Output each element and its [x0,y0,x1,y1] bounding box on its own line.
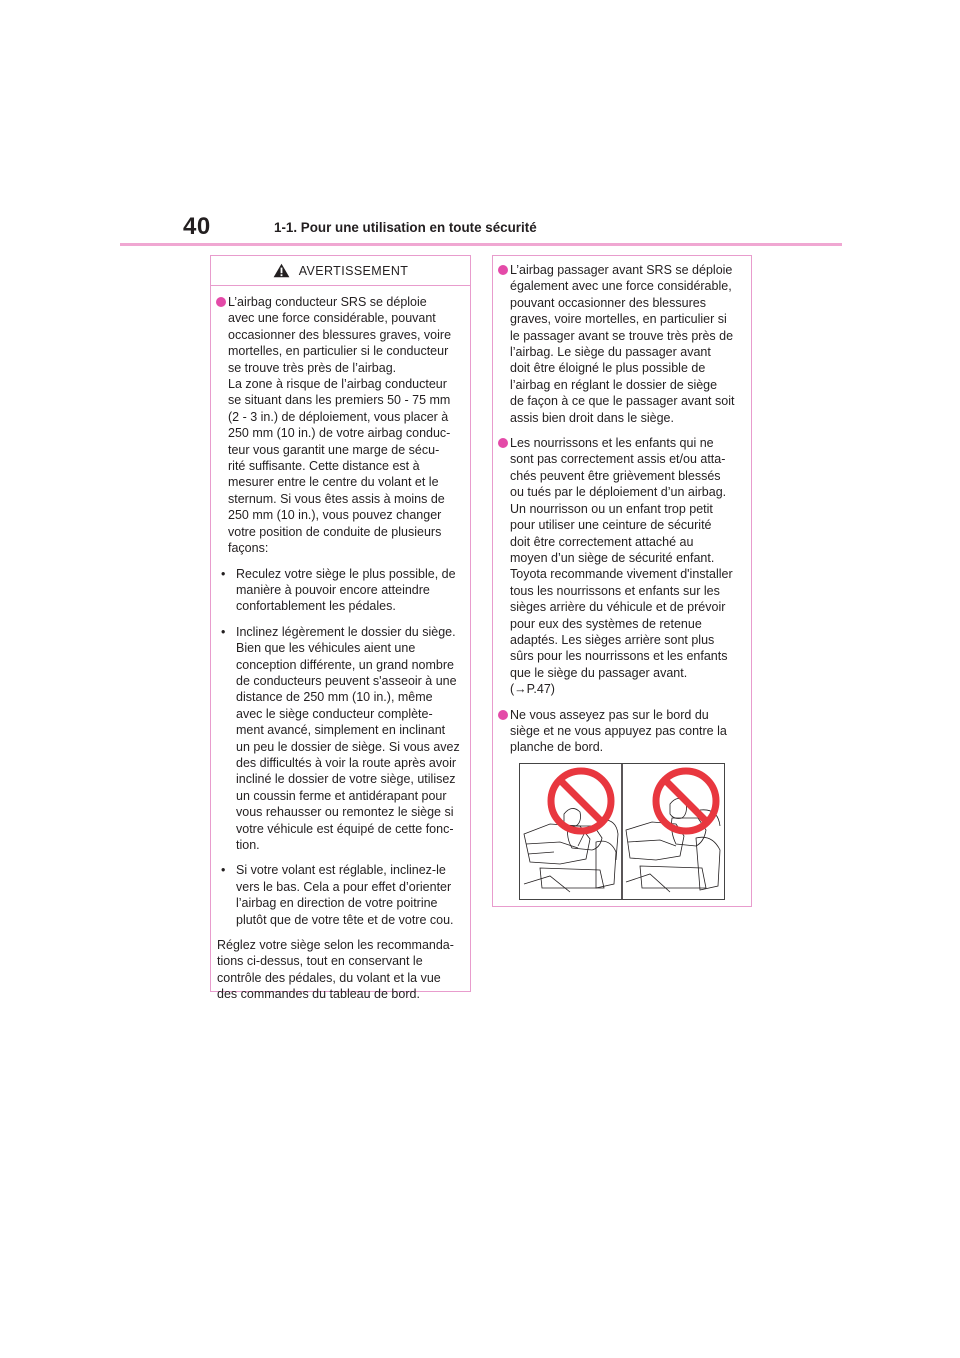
text-line: mortelles, en particulier si le conducteur [228,344,449,359]
text-line: de conducteurs peuvent s'asseoir à une [236,673,457,688]
prohibition-icon [551,771,611,831]
text-line: pour utiliser une ceinture de sécurité [510,518,712,533]
text-line: incliné le dossier de votre siège, utilisez [236,772,456,787]
text-line: mesurer entre le centre du volant et le [228,475,439,490]
illustration-art [520,764,724,899]
text-line: avec le siège conducteur complète- [236,706,433,721]
text-line: également avec une force considérable, [510,279,732,294]
seating-illustration [519,763,725,900]
warning-box [210,255,471,1002]
text-line: votre position de conduite de plusieurs [228,524,442,539]
text-line: avec une force considérable, pouvant [228,311,436,326]
warning-intro [217,294,460,557]
text-line: façons: [228,541,269,556]
text-line: que le siège du passager avant. [510,665,688,680]
text-line: conception différente, un grand nombre [236,657,454,672]
text-line: un peu le dossier de siège. Si vous avez [236,739,460,754]
text-line: de façon à ce que le passager avant soit [510,394,735,409]
text-line: des commandes du tableau de bord. [217,987,420,1002]
warning-header [211,256,470,286]
text-line: Si votre volant est réglable, inclinez-le [236,863,446,878]
text-line: sûrs pour les nourrissons et les enfants [510,649,728,664]
bullet-dot: • [221,624,226,639]
text-line: occasionner des blessures graves, voire [228,327,452,342]
warning-title: AVERTISSEMENT [298,263,409,278]
text-line: Ne vous asseyez pas sur le bord du [510,707,709,722]
warning-item [499,262,741,426]
warning-item [499,435,741,698]
text-line: l’airbag en direction de votre poitrine [236,896,438,911]
text-line: tion. [236,838,260,852]
text-line: Les nourrissons et les enfants qui ne [510,436,714,451]
text-line: L’airbag conducteur SRS se déploie [228,295,427,309]
bullet-dot: • [221,566,226,581]
text-line: doit être éloigné le plus possible de [510,361,706,376]
text-line: l’airbag en réglant le dossier de siège [510,377,718,392]
sub-item [217,862,460,928]
text-line: Réglez votre siège selon les recommanda- [217,938,454,953]
text-line: 250 mm (10 in.), vous pouvez changer [228,508,442,523]
text-line: se trouve très près de l’airbag. [228,360,397,375]
text-line: distance de 250 mm (10 in.), même [236,690,433,705]
text-line: siège et ne vous appuyez pas contre la [510,723,727,738]
text-line: Reculez votre siège le plus possible, de [236,566,456,581]
sub-item [217,566,460,615]
right-scene [626,798,720,892]
text-line: teur vous garantit une marge de sécu- [228,442,440,457]
text-line: un coussin ferme et antidérapant pour [236,788,447,803]
text-line: planche de bord. [510,740,604,755]
text-line: graves, voire mortelles, en particulier si [510,312,727,327]
bullet-circle-icon [498,710,508,720]
text-line: chés peuvent être grièvement blessés [510,468,721,483]
text-line: pouvant occasionner des blessures [510,295,706,310]
warning-item [499,707,741,756]
page-reference-link[interactable]: (→P.47) [510,682,555,697]
text-line: ment avancé, simplement en inclinant [236,723,446,738]
warning-box-continued [492,255,752,907]
section-title: 1-1. Pour une utilisation en toute sécurité [274,220,537,235]
text-line: sternum. Si vous êtes assis à moins de [228,491,445,506]
header-divider [120,243,842,246]
text-line: tous les nourrissons et enfants sur les [510,583,720,598]
warning-triangle-icon [273,263,290,278]
text-line: rité suffisante. Cette distance est à [228,459,420,474]
text-line: plutôt que de votre tête et de votre cou. [236,912,454,927]
text-line: le passager avant se trouve très près de [510,328,734,343]
text-line: contrôle des pédales, du volant et la vue [217,970,441,985]
text-line: Bien que les véhicules aient une [236,641,416,656]
prohibition-icon [656,771,716,831]
bullet-circle-icon [498,438,508,448]
text-line: sont pas correctement assis et/ou atta- [510,452,726,467]
sub-item [217,624,460,854]
text-line: pour eux des systèmes de retenue [510,616,702,631]
text-line: tions ci-dessus, tout en conservant le [217,954,423,969]
text-line: confortablement les pédales. [236,599,396,614]
bullet-circle-icon [498,265,508,275]
text-line: ou tués par le déploiement d’un airbag. [510,485,727,500]
page-number: 40 [183,213,211,240]
text-line: assis bien droit dans le siège. [510,410,674,425]
text-line: Toyota recommande vivement d'installer [510,567,733,582]
text-line: manière à pouvoir encore atteindre [236,582,430,597]
text-line: Un nourrisson ou un enfant trop petit [510,501,713,516]
text-line: sièges arrière du véhicule et de prévoir [510,600,726,615]
text-line: 250 mm (10 in.) de votre airbag conduc- [228,426,451,441]
text-line: des difficultés à voir la route après avoir [236,755,457,770]
text-line: vous rehausser ou remontez le siège si [236,805,454,820]
text-line: (2 - 3 in.) de déploiement, vous placer à [228,409,449,424]
bullet-circle-icon [216,297,226,307]
text-line: votre véhicule est équipé de cette fonc- [236,821,454,836]
text-line: La zone à risque de l’airbag conducteur [228,377,447,392]
text-line: Inclinez légèrement le dossier du siège. [236,624,456,639]
text-line: L’airbag passager avant SRS se déploie [510,263,733,277]
text-line: doit être correctement attaché au [510,534,694,549]
text-line: l’airbag. Le siège du passager avant [510,345,711,360]
warning-closing [217,937,460,1003]
text-line: se situant dans les premiers 50 - 75 mm [228,393,451,408]
bullet-dot: • [221,863,226,878]
text-line: vers le bas. Cela a pour effet d’orienter [236,879,452,894]
text-line: moyen d’un siège de sécurité enfant. [510,550,715,565]
text-line: adaptés. Les sièges arrière sont plus [510,632,715,647]
